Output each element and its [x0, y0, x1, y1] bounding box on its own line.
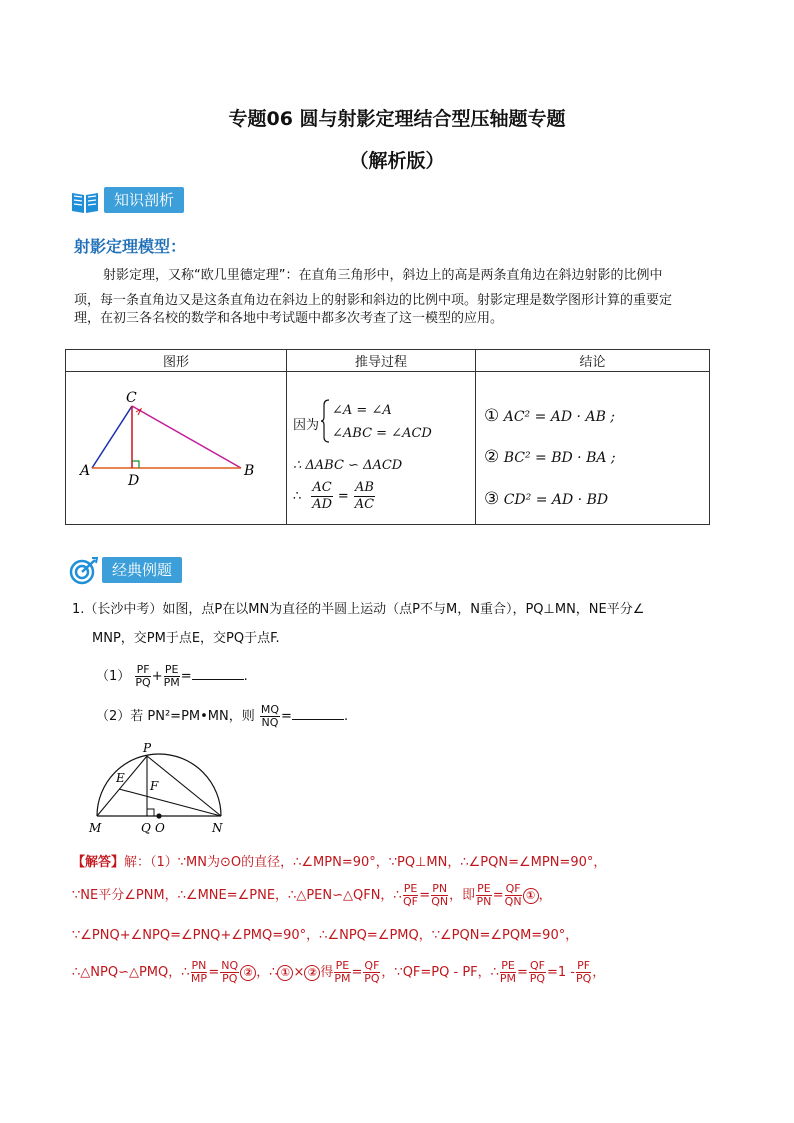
solution-line-2	[72, 883, 552, 908]
header-derivation: 推导过程	[287, 350, 476, 372]
question-2-label: （2）若 PN²=PM•MN，则	[96, 709, 255, 724]
question-2	[96, 704, 348, 729]
label-c: C	[126, 390, 137, 406]
equals-sign: =	[517, 965, 528, 980]
semicircle-figure	[84, 740, 234, 835]
derivation-cond-1: ∠A = ∠A	[332, 403, 392, 418]
book-icon	[70, 187, 100, 215]
solution-text: ，	[538, 888, 552, 903]
label-m: M	[89, 821, 102, 835]
derivation-similar: ∴ ΔABC ∽ ΔACD	[293, 458, 403, 473]
equals-sign: =	[208, 965, 220, 980]
conclusion-3	[484, 489, 608, 509]
right-angle-mark	[132, 461, 139, 468]
label-o: O	[155, 821, 165, 835]
plus-sign: +	[151, 669, 163, 684]
conclusion-1	[484, 406, 615, 426]
equals-sign: =	[351, 965, 363, 980]
table-header-row	[66, 350, 710, 372]
fraction: $\frac{QF}{PQ}$	[364, 959, 380, 985]
right-angle-mark	[147, 809, 154, 816]
section-label: 经典例题	[102, 557, 182, 583]
solution-text: =1 -	[546, 965, 575, 980]
solution-text: 解：（1）∵MN为⊙O的直径，∴∠MPN=90°，∵PQ⊥MN，∴∠PQN=∠MPN=90°，	[124, 855, 607, 870]
segment-ne	[119, 789, 221, 816]
center-point-o	[156, 813, 161, 818]
circled-mark-2: ②	[240, 965, 256, 981]
page-subtitle: （解析版）	[349, 150, 445, 172]
fraction: $\frac{PN}{MP}$	[190, 959, 208, 985]
period: .	[243, 669, 248, 684]
question-1-label: （1）	[96, 669, 131, 684]
circled-mark-2: ②	[304, 965, 320, 981]
label-n: N	[212, 821, 223, 835]
intro-line-2: 项，每一条直角边又是这条直角边在斜边上的射影和斜边的比例中项。射影定理是数学图形计算的重要定	[74, 293, 673, 308]
side-ac	[92, 406, 132, 468]
label-p: P	[143, 741, 152, 755]
answer-blank-2[interactable]	[292, 707, 344, 720]
projection-theorem-table	[65, 349, 710, 525]
period: .	[343, 709, 349, 724]
equals-sign: =	[337, 489, 349, 504]
fraction-ac-ad: $\frac{AC}{AD}$	[312, 480, 332, 512]
derivation-because: 因为	[293, 418, 320, 433]
label-b: B	[244, 463, 255, 479]
circled-mark-1: ①	[277, 965, 293, 981]
solution-text: ，∴	[256, 965, 278, 980]
fraction-pe-pm: $\frac{PE}{PM}$	[163, 663, 180, 689]
problem-line-2: MNP，交PM于点E，交PQ于点F.	[92, 631, 280, 646]
figure-cell	[66, 372, 287, 525]
derivation-cell	[287, 372, 476, 525]
fraction: $\frac{PN}{QN}$	[431, 882, 449, 908]
semicircle-arc	[97, 754, 221, 816]
equals-sign: =	[180, 669, 192, 684]
fraction-ab-ac: $\frac{AB}{AC}$	[354, 480, 375, 512]
section-badge-knowledge	[70, 187, 270, 213]
fraction: $\frac{PE}{PN}$	[476, 882, 492, 908]
derivation-cond-2: ∠ABC = ∠ACD	[332, 426, 432, 441]
times-sign: ×	[293, 965, 305, 980]
section-badge-examples	[68, 557, 268, 583]
intro-line-1: 射影定理，又称“欧几里德定理”：在直角三角形中，斜边上的高是两条直角边在斜边射影的比例中	[103, 268, 663, 283]
side-cb	[132, 406, 241, 468]
equals-sign: =	[419, 888, 431, 903]
conclusion-text-2: BC² = BD · BA ;	[503, 450, 616, 466]
answer-blank-1[interactable]	[192, 667, 244, 680]
conclusion-mark-1: ①	[484, 406, 500, 426]
fraction: $\frac{NQ}{PQ}$	[221, 959, 239, 985]
fraction: $\frac{PE}{PM}$	[499, 959, 517, 985]
solution-tag: 【解答】	[72, 855, 125, 870]
problem-line-1: 1.（长沙中考）如图，点P在以MN为直径的半圆上运动（点P不与M，N重合），PQ⊥MN，NE平分∠	[72, 602, 645, 617]
conclusion-cell	[476, 372, 710, 525]
equals-sign: =	[281, 709, 292, 724]
right-triangle-figure	[66, 372, 286, 520]
fraction: $\frac{PF}{PQ}$	[575, 959, 592, 985]
equals-sign: =	[492, 888, 504, 903]
derivation-ratio	[293, 480, 376, 513]
page-title: 专题06 圆与射影定理结合型压轴题专题	[228, 108, 566, 130]
fraction-pf-pq: $\frac{PF}{PQ}$	[135, 663, 151, 689]
conclusion-2	[484, 447, 616, 467]
intro-line-3: 理，在初三各名校的数学和各地中考试题中都多次考查了这一模型的应用。	[74, 311, 504, 326]
header-conclusion: 结论	[476, 350, 710, 372]
fraction: $\frac{PE}{QF}$	[403, 882, 418, 908]
solution-line-3: ∵∠PNQ+∠NPQ=∠PNQ+∠PMQ=90°，∴∠NPQ=∠PMQ，∵∠PQN=∠PQM=90°，	[72, 928, 579, 943]
conclusion-text-1: AC² = AD · AB ;	[503, 409, 616, 425]
header-figure: 图形	[66, 350, 287, 372]
section-label: 知识剖析	[104, 187, 184, 213]
label-a: A	[80, 463, 91, 479]
solution-text: ，∵QF=PQ - PF，∴	[381, 965, 499, 980]
label-q: Q	[141, 821, 151, 835]
conclusion-mark-3: ③	[484, 489, 500, 509]
label-f: F	[150, 779, 159, 793]
table-body-row	[66, 372, 710, 525]
solution-line-1	[72, 853, 606, 873]
label-e: E	[116, 771, 125, 785]
solution-text: 得	[320, 965, 334, 980]
fraction: $\frac{QF}{PQ}$	[529, 959, 546, 985]
target-icon	[68, 557, 98, 585]
brace-icon	[320, 399, 330, 443]
solution-line-4	[72, 960, 605, 985]
question-1	[96, 664, 248, 689]
circled-mark-1: ①	[523, 888, 539, 904]
conclusion-text-3: CD² = AD · BD	[503, 492, 609, 508]
fraction: $\frac{PE}{PM}$	[334, 959, 351, 985]
solution-text: ，	[592, 965, 606, 980]
therefore-symbol: ∴	[293, 489, 302, 504]
model-heading: 射影定理模型：	[74, 237, 187, 256]
solution-text: ，即	[449, 888, 476, 903]
solution-text: ∵NE平分∠PNM，∴∠MNE=∠PNE，∴△PEN∽△QFN，∴	[72, 888, 402, 903]
fraction-mq-nq: $\frac{MQ}{NQ}$	[260, 703, 280, 729]
fraction: $\frac{QF}{QN}$	[504, 882, 522, 908]
solution-text: ∴△NPQ∽△PMQ，∴	[72, 965, 190, 980]
conclusion-mark-2: ②	[484, 447, 500, 467]
label-d: D	[128, 473, 140, 489]
